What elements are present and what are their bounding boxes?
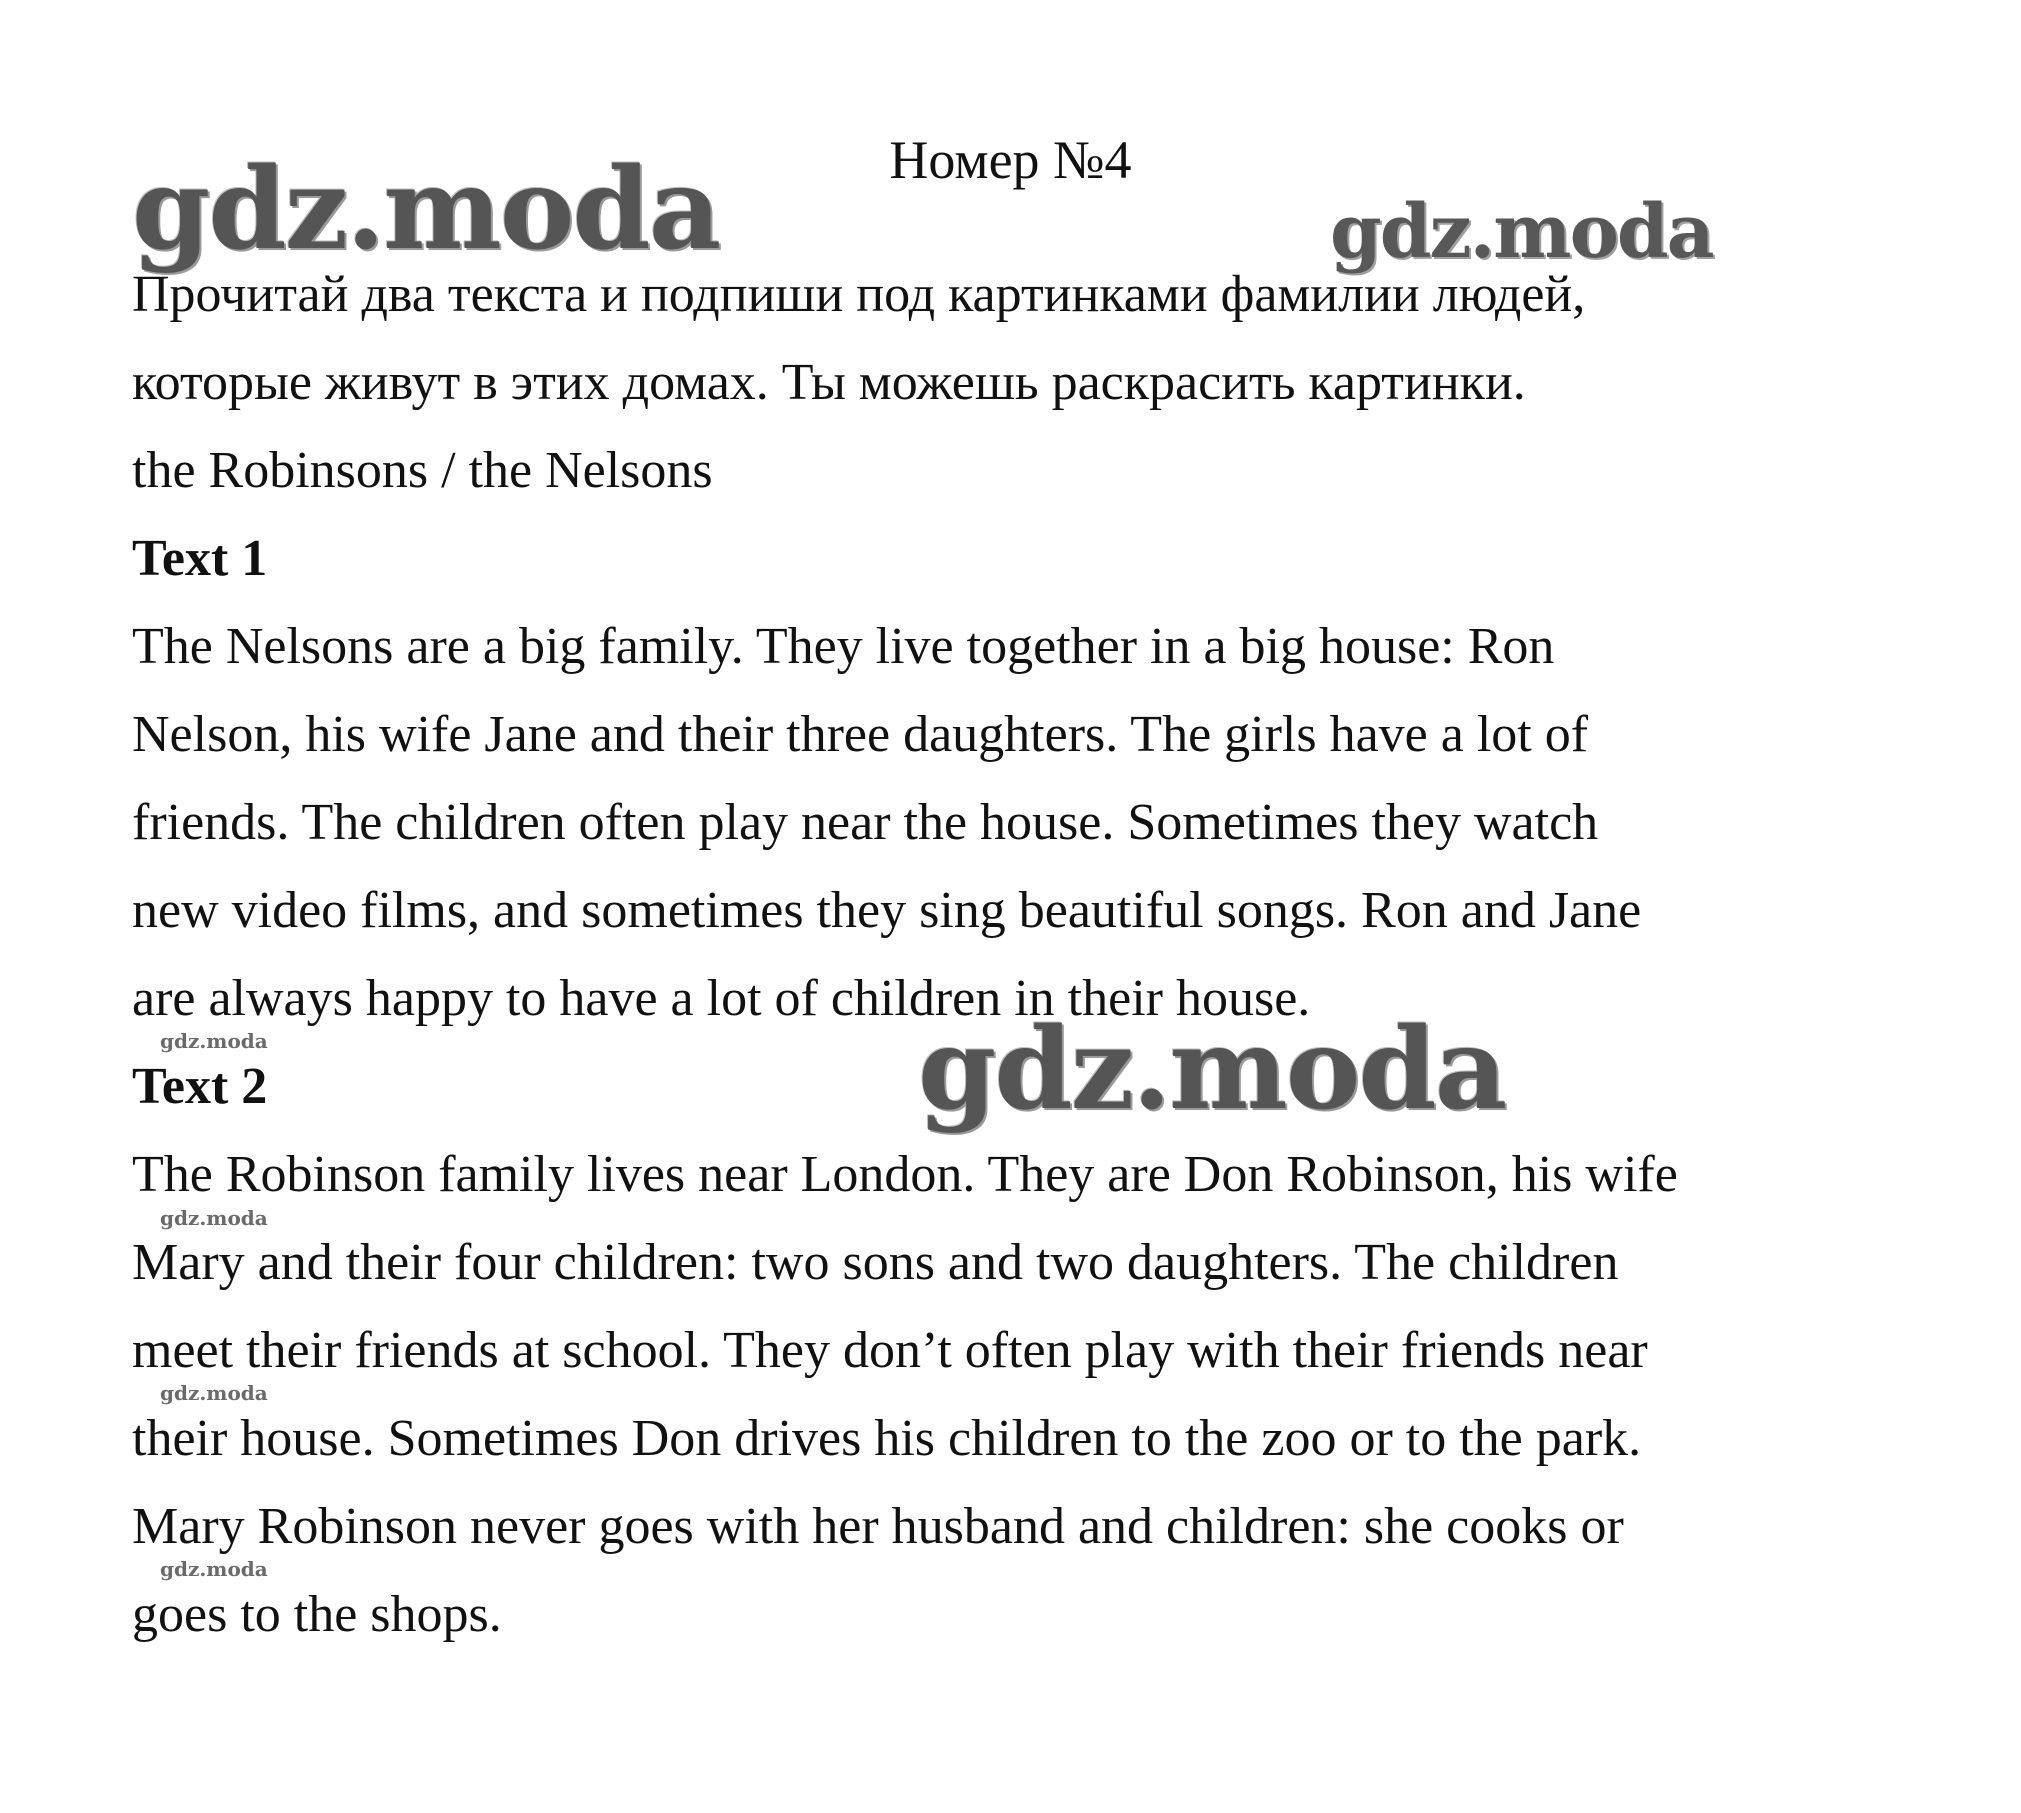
- page-title: Номер №4: [889, 130, 1132, 190]
- text2-line: goes to the shops.: [132, 1586, 502, 1643]
- text1-line: Nelson, his wife Jane and their three daughters. The girls have a lot of: [132, 706, 1589, 763]
- text2-line: Mary and their four children: two sons and two daughters. The children: [132, 1234, 1619, 1291]
- text1-line: new video films, and sometimes they sing beautiful songs. Ron and Jane: [132, 882, 1642, 939]
- text2-heading: Text 2: [132, 1058, 268, 1115]
- watermark-logo: gdz.moda: [132, 144, 720, 275]
- text1-heading: Text 1: [132, 530, 268, 587]
- watermark-small: gdz.moda: [160, 1381, 268, 1405]
- instruction-line: которые живут в этих домах. Ты можешь раскрасить картинки.: [132, 354, 1526, 411]
- text2-line: Mary Robinson never goes with her husband and children: she cooks or: [132, 1498, 1624, 1555]
- watermark-logo: gdz.moda: [918, 1004, 1506, 1135]
- watermark-small: gdz.moda: [160, 1029, 268, 1053]
- watermark-small: gdz.moda: [160, 1557, 268, 1581]
- instruction-line: the Robinsons / the Nelsons: [132, 442, 713, 499]
- text1-line: friends. The children often play near the house. Sometimes they watch: [132, 794, 1599, 851]
- text2-line: their house. Sometimes Don drives his children to the zoo or to the park.: [132, 1410, 1642, 1467]
- watermark-small: gdz.moda: [160, 1206, 268, 1230]
- instruction-line: Прочитай два текста и подпиши под картинками фамилии людей,: [132, 266, 1586, 323]
- text2-line: The Robinson family lives near London. They are Don Robinson, his wife: [132, 1146, 1678, 1203]
- text1-line: The Nelsons are a big family. They live together in a big house: Ron: [132, 618, 1555, 675]
- text2-line: meet their friends at school. They don’t often play with their friends near: [132, 1322, 1648, 1379]
- watermark-logo: gdz.moda: [1330, 189, 1713, 275]
- text1-line: are always happy to have a lot of children in their house.: [132, 970, 1311, 1027]
